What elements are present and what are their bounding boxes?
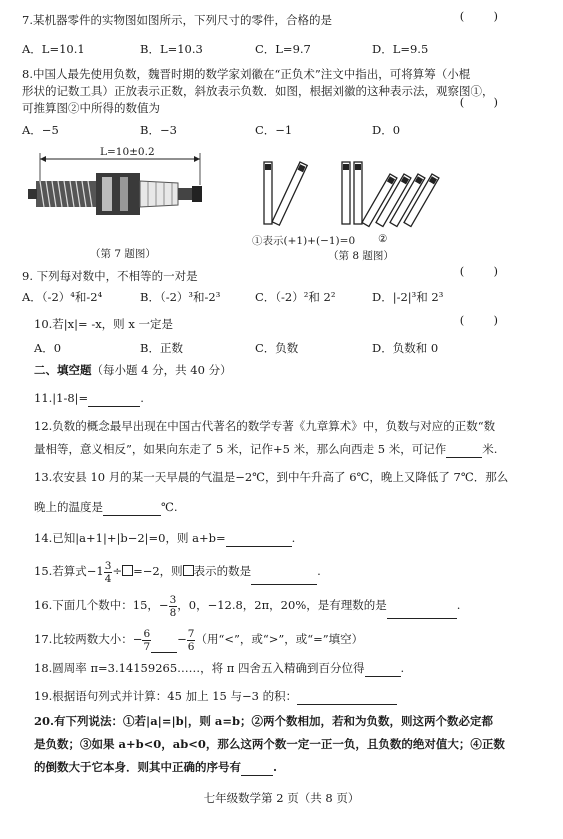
q8-option-a: A．−5 xyxy=(22,123,59,137)
figure8-counting-rods xyxy=(258,160,468,232)
q8-option-c: C．−1 xyxy=(255,123,293,137)
q19-prefix: 19.根据语句列式并计算：45 加上 15 与−3 的积： xyxy=(34,689,298,703)
q14-prefix: 14.已知|a+1|+|b−2|=0，则 a+b= xyxy=(34,531,226,545)
q11 xyxy=(34,390,144,407)
q9-stem: 9. 下列每对数中，不相等的一对是 xyxy=(22,269,198,283)
q10-option-c: C．负数 xyxy=(255,341,299,355)
q20-line2: 是负数；③如果 a+b<0，ab<0，那么这两个数一定一正一负，且负数的绝对值大；④正数 xyxy=(34,737,505,751)
q16-fraction xyxy=(169,594,178,619)
q18-prefix: 18.圆周率 π=3.14159265……，将 π 四舍五入精确到百分位得 xyxy=(34,661,365,675)
figure8-label-2: ② xyxy=(378,233,388,245)
q10-option-b: B．正数 xyxy=(140,341,183,355)
figure7-caption: （第 7 题图） xyxy=(90,248,156,260)
q15-after-box: =−2，则 xyxy=(133,564,183,578)
q15-frac-numerator: 3 xyxy=(104,559,112,572)
q20-line3 xyxy=(34,759,277,776)
q17-fraction-1 xyxy=(142,628,151,653)
section2-title: 二、填空题 xyxy=(34,363,92,377)
figure8-label-1: ①表示(+1)+(−1)=0 xyxy=(252,235,356,247)
q8-option-d: D．0 xyxy=(372,123,401,137)
q15-prefix: 15.若算式−1 xyxy=(34,564,104,578)
figure7-dimension-label: L=10±0.2 xyxy=(100,146,155,158)
q19-answer-blank[interactable] xyxy=(297,688,397,705)
q14 xyxy=(34,530,295,547)
q20-line1: 20.有下列说法：①若|a|=|b|，则 a=b；②两个数相加，若和为负数，则这两个数必定都 xyxy=(34,714,493,728)
q9-option-d: D．|-2|³和 2³ xyxy=(372,290,444,304)
q13-answer-blank[interactable] xyxy=(103,499,161,516)
q12-line2-text: 量相等，意义相反”，如果向东走了 5 米，记作+5 米，那么向西走 5 米，可记作 xyxy=(34,442,447,456)
q17-frac1-denominator: 7 xyxy=(143,640,151,653)
q12-line1: 12.负数的概念最早出现在中国古代著名的数学专著《九章算术》中，负数与对应的正数“数 xyxy=(34,419,496,433)
q14-suffix: . xyxy=(291,531,296,545)
q8-option-b: B．−3 xyxy=(140,123,177,137)
q16-frac-numerator: 3 xyxy=(169,593,177,606)
page-footer: 七年级数学第 2 页（共 8 页） xyxy=(203,791,360,805)
q9-option-c: C．（-2）²和 2² xyxy=(255,290,336,304)
q15-box-symbol xyxy=(122,565,133,576)
q11-suffix: . xyxy=(140,391,144,405)
q7-option-d: D．L=9.5 xyxy=(372,42,429,56)
q7-answer-bracket: ( ) xyxy=(459,9,498,23)
q17-mid: − xyxy=(177,632,187,646)
q18 xyxy=(34,660,404,677)
q20-answer-blank[interactable] xyxy=(241,759,273,776)
q10-answer-bracket: ( ) xyxy=(459,313,498,327)
q16 xyxy=(34,592,460,619)
figure8-caption: （第 8 题图） xyxy=(328,250,394,262)
section2-heading xyxy=(34,362,232,378)
q8-stem-line3: 可推算图②中所得的数值为 xyxy=(22,101,160,115)
q10-option-d: D．负数和 0 xyxy=(372,341,439,355)
q15-after-box2: 表示的数是 xyxy=(193,564,252,578)
q13-line2-text: 晚上的温度是 xyxy=(34,500,103,514)
q15 xyxy=(34,558,321,585)
q20-line3-text: 的倒数大于它本身．则其中正确的序号有 xyxy=(34,760,241,774)
q16-answer-blank[interactable] xyxy=(387,592,457,619)
q12-suffix: 米. xyxy=(482,442,498,456)
q16-frac-denominator: 8 xyxy=(169,606,177,619)
q17-frac2-numerator: 7 xyxy=(187,627,195,640)
q18-answer-blank[interactable] xyxy=(365,660,401,677)
q11-answer-blank[interactable] xyxy=(88,390,140,407)
q13-line1: 13.农安县 10 月的某一天早晨的气温是−2℃，到中午升高了 6℃，晚上又降低了 7℃．那么 xyxy=(34,470,509,484)
q9-answer-bracket: ( ) xyxy=(459,264,498,278)
q13-suffix: ℃. xyxy=(161,500,178,514)
q8-stem-line1: 8.中国人最先使用负数，魏晋时期的数学家刘徽在“正负术”注文中指出，可将算筹（小棍 xyxy=(22,67,471,81)
q17-prefix: 17.比较两数大小：− xyxy=(34,632,143,646)
q16-prefix: 16.下面几个数中：15，− xyxy=(34,598,169,612)
q12-answer-blank[interactable] xyxy=(446,441,482,458)
q17 xyxy=(34,626,363,653)
q16-rest: ，0，−12.8，2π，20%，是有理数的是 xyxy=(177,598,387,612)
q7-stem: 7.某机器零件的实物图如图所示，下列尺寸的零件，合格的是 xyxy=(22,13,332,27)
q19 xyxy=(34,688,397,705)
q8-answer-bracket: ( ) xyxy=(459,95,498,109)
q17-answer-blank[interactable] xyxy=(151,626,177,653)
q8-stem-line2: 形状的记数工具）正放表示正数，斜放表示负数．如图，根据刘徽的这种表示法，观察图①， xyxy=(22,84,494,98)
figure7-spark-plug xyxy=(28,145,218,235)
q15-middle: ÷ xyxy=(112,564,123,578)
q13-line2 xyxy=(34,499,178,516)
q17-frac2-denominator: 6 xyxy=(187,640,195,653)
q16-suffix: . xyxy=(456,598,461,612)
q10-stem: 10.若|x|= -x，则 x 一定是 xyxy=(34,317,173,331)
q15-frac-denominator: 4 xyxy=(104,572,112,585)
q7-option-c: C．L=9.7 xyxy=(255,42,311,56)
q15-box-symbol-2 xyxy=(183,565,194,576)
q11-prefix: 11.|1-8|= xyxy=(34,391,89,405)
q20-suffix: . xyxy=(273,760,278,774)
q17-suffix: （用“<”，或“>”，或“=”填空） xyxy=(195,632,364,646)
q10-option-a: A．0 xyxy=(34,341,62,355)
q7-option-a: A．L=10.1 xyxy=(22,42,85,56)
section2-note: （每小题 4 分，共 40 分） xyxy=(91,363,232,377)
q15-answer-blank[interactable] xyxy=(251,558,317,585)
q7-option-b: B．L=10.3 xyxy=(140,42,203,56)
q17-frac1-numerator: 6 xyxy=(143,627,151,640)
q9-option-a: A．（-2）⁴和-2⁴ xyxy=(22,290,103,304)
q14-answer-blank[interactable] xyxy=(226,530,292,547)
q9-option-b: B．（-2）³和-2³ xyxy=(140,290,221,304)
q12-line2 xyxy=(34,441,497,458)
q18-suffix: . xyxy=(400,661,405,675)
q15-suffix: . xyxy=(317,564,321,578)
